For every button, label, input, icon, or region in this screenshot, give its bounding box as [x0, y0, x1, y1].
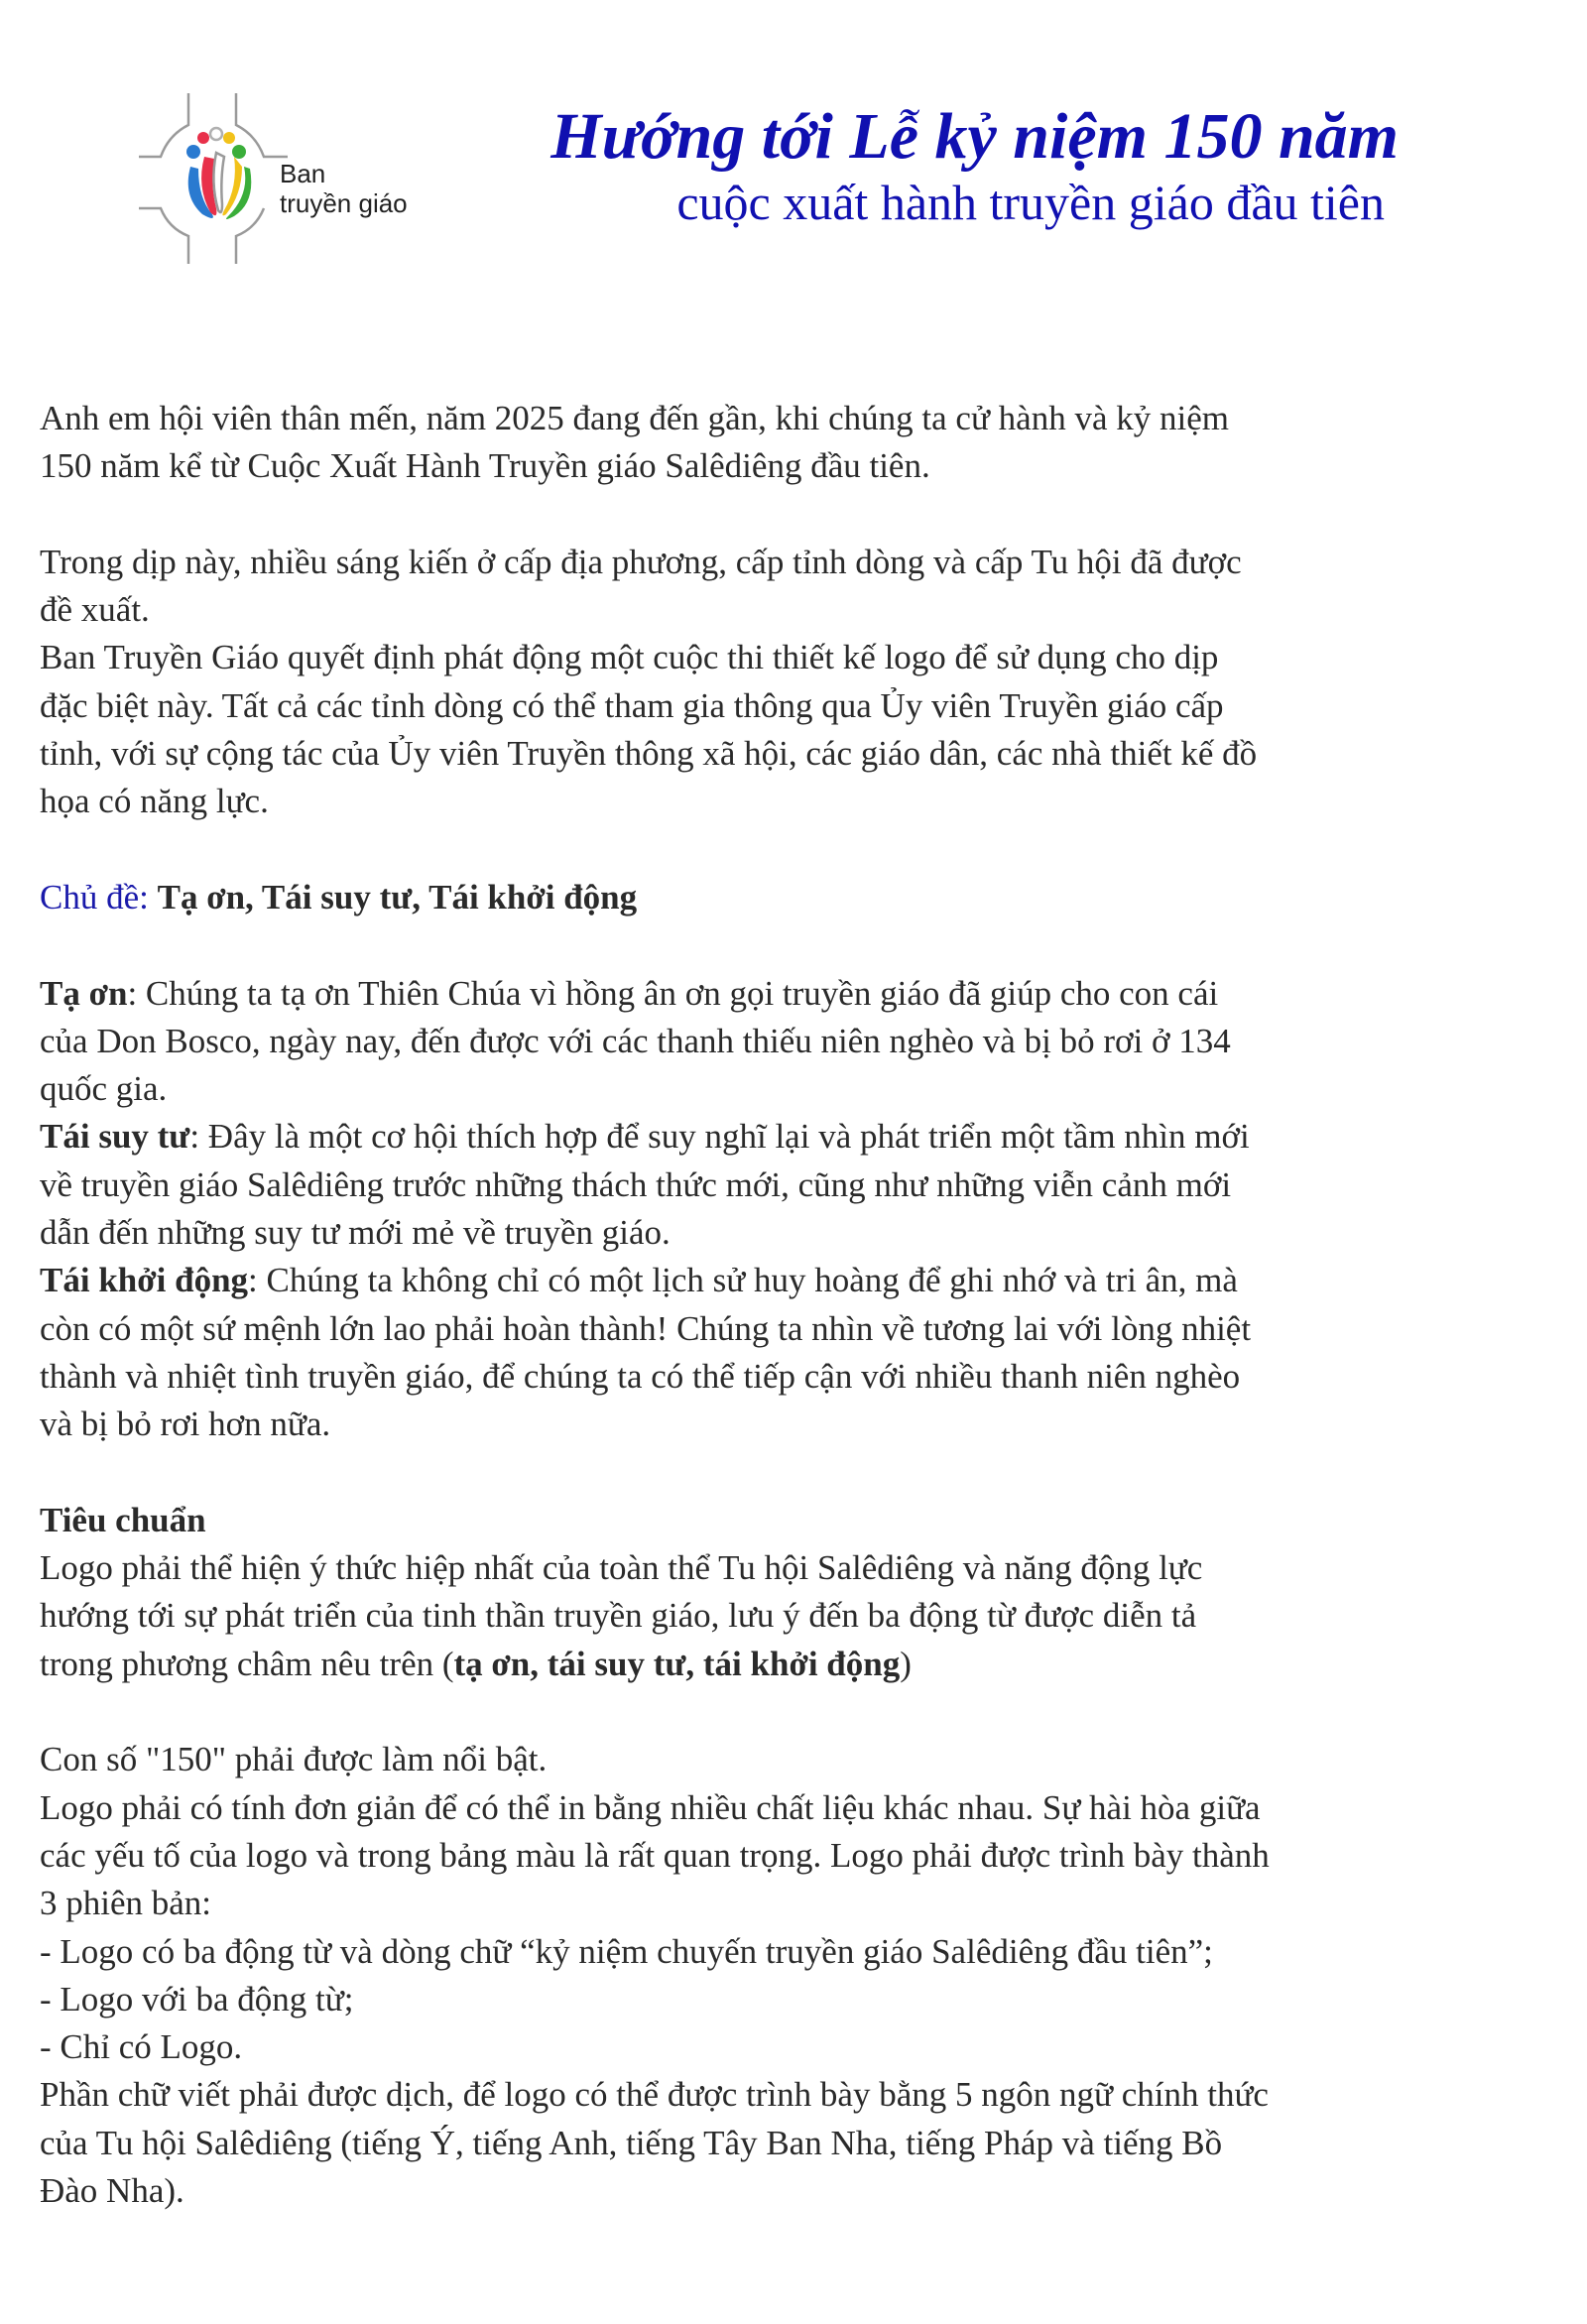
yellow-dot	[223, 132, 235, 144]
blue-dot	[186, 145, 200, 159]
term-tai-suy-tu: Tái suy tư	[40, 1117, 190, 1157]
text-line: và bị bỏ rơi hơn nữa.	[40, 1405, 331, 1444]
text-line: 3 phiên bản:	[40, 1884, 212, 1923]
document-body	[40, 395, 1488, 2215]
text-line: Logo phải có tính đơn giản để có thể in bằng nhiều chất liệu khác nhau. Sự hài hòa giữa	[40, 1787, 1261, 1827]
criteria-prefix: trong phương châm nêu trên (	[40, 1644, 454, 1683]
criteria-section	[40, 1497, 1488, 1688]
text-line: tỉnh, với sự cộng tác của Ủy viên Truyền thông xã hội, các giáo dân, các nhà thiết kế đồ	[40, 734, 1258, 774]
text-line: Ban Truyền Giáo quyết định phát động một cuộc thi thiết kế logo để sử dụng cho dịp	[40, 638, 1219, 677]
text-line: hướng tới sự phát triển của tinh thần truyền giáo, lưu ý đến ba động từ được diễn tả	[40, 1596, 1197, 1636]
theme-line	[40, 874, 1488, 921]
context-paragraph	[40, 539, 1488, 826]
text-line: còn có một sứ mệnh lớn lao phải hoàn thành! Chúng ta nhìn về tương lai với lòng nhiệt	[40, 1308, 1252, 1348]
theme-tai-khoi-dong	[40, 1257, 1488, 1448]
term-ta-on: Tạ ơn	[40, 973, 128, 1013]
text-line: Phần chữ viết phải được dịch, để logo có thể được trình bày bằng 5 ngôn ngữ chính thức	[40, 2075, 1269, 2115]
intro-paragraph	[40, 395, 1488, 491]
list-item: - Chỉ có Logo.	[40, 2027, 243, 2067]
text-line: Trong dịp này, nhiều sáng kiến ở cấp địa phương, cấp tỉnh dòng và cấp Tu hội đã được	[40, 542, 1242, 581]
text-line: họa có năng lực.	[40, 782, 269, 821]
text-line: của Tu hội Salêdiêng (tiếng Ý, tiếng Anh, tiếng Tây Ban Nha, tiếng Pháp và tiếng Bồ	[40, 2123, 1223, 2162]
logo-line-1: Ban	[280, 159, 326, 188]
text-line: dẫn đến những suy tư mới mẻ về truyền giáo.	[40, 1213, 671, 1253]
text-line: Anh em hội viên thân mến, năm 2025 đang đến gần, khi chúng ta cử hành và kỷ niệm	[40, 399, 1229, 437]
text-line: đề xuất.	[40, 590, 150, 630]
theme-label: Chủ đề:	[40, 877, 149, 917]
red-dot	[197, 132, 209, 144]
text-line: của Don Bosco, ngày nay, đến được với các thanh thiếu niên nghèo và bị bỏ rơi ở 134	[40, 1021, 1231, 1060]
page-title: Hướng tới Lễ kỷ niệm 150 năm	[550, 100, 1399, 173]
text-line: 150 năm kể từ Cuộc Xuất Hành Truyền giáo Salêdiêng đầu tiên.	[40, 446, 930, 486]
grey-dot	[210, 128, 222, 140]
text-line: Logo phải thể hiện ý thức hiệp nhất của toàn thể Tu hội Salêdiêng và năng động lực	[40, 1548, 1203, 1588]
page-subtitle: cuộc xuất hành truyền giáo đầu tiên	[676, 175, 1385, 230]
text-line: thành và nhiệt tình truyền giáo, để chúng ta có thể tiếp cận với nhiều thanh niên nghèo	[40, 1356, 1241, 1396]
text-line: đặc biệt này. Tất cả các tỉnh dòng có thể tham gia thông qua Ủy viên Truyền giáo cấp	[40, 685, 1224, 725]
theme-values: Tạ ơn, Tái suy tư, Tái khởi động	[157, 877, 638, 917]
list-item: - Logo có ba động từ và dòng chữ “kỷ niệm chuyến truyền giáo Salêdiêng đầu tiên”;	[40, 1931, 1213, 1971]
text-line: : Chúng ta không chỉ có một lịch sử huy hoàng để ghi nhớ và tri ân, mà	[248, 1261, 1238, 1300]
logo-text	[280, 159, 408, 218]
text-line: Đào Nha).	[40, 2170, 184, 2210]
page-header	[466, 99, 1399, 230]
text-line: : Chúng ta tạ ơn Thiên Chúa vì hồng ân ơn gọi truyền giáo đã giúp cho con cái	[127, 973, 1219, 1013]
text-line	[40, 1641, 1488, 1688]
theme-ta-on	[40, 970, 1488, 1114]
criteria-heading: Tiêu chuẩn	[40, 1500, 206, 1539]
text-line: Con số "150" phải được làm nổi bật.	[40, 1740, 548, 1779]
criteria-verbs: tạ ơn, tái suy tư, tái khởi động	[453, 1644, 901, 1683]
logo-line-2: truyền giáo	[280, 188, 408, 218]
text-line: về truyền giáo Salêdiêng trước những thách thức mới, cũng như những viễn cảnh mới	[40, 1164, 1232, 1204]
theme-tai-suy-tu	[40, 1113, 1488, 1257]
term-tai-khoi-dong: Tái khởi động	[40, 1261, 249, 1300]
ban-truyen-giao-logo	[139, 87, 466, 266]
green-dot	[232, 145, 246, 159]
text-line: quốc gia.	[40, 1069, 168, 1109]
list-item: - Logo với ba động từ;	[40, 1979, 354, 2018]
text-line: các yếu tố của logo và trong bảng màu là rất quan trọng. Logo phải được trình bày thành	[40, 1835, 1270, 1875]
text-line: : Đây là một cơ hội thích hợp để suy nghĩ lại và phát triển một tầm nhìn mới	[189, 1117, 1250, 1157]
criteria-suffix: )	[900, 1644, 912, 1683]
requirements-section	[40, 1736, 1488, 2215]
